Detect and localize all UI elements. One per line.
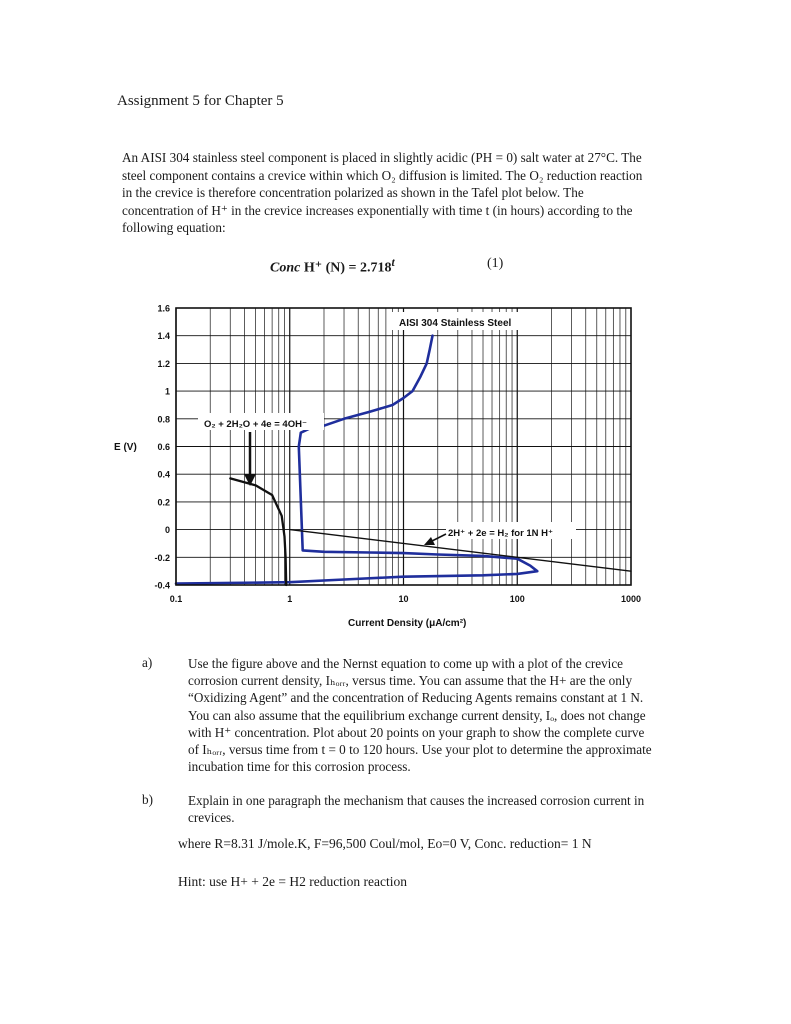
steel-curve-label: AISI 304 Stainless Steel <box>399 318 512 329</box>
equation-lhs: Conc <box>270 260 301 276</box>
intro-text: An AISI 304 stainless steel component is placed in slightly acidic (PH = 0) salt water at 27°C. The steel component contains a crevice within which O₂ diffusion is limited. The O₂ reduction reaction in the crevice is therefore concentration polarized as shown in the Tafel plot below. The concentration of H⁺ in the crevice increases exponentially with time t (in hours) according to the following equation: <box>122 150 643 235</box>
question-b-letter: b) <box>142 792 153 807</box>
h2-reaction-label: 2H⁺ + 2e = H₂ for 1N H⁺ <box>448 528 554 539</box>
x-tick-label: 1000 <box>620 594 642 604</box>
y-tick-label: 0.2 <box>157 497 170 508</box>
x-tick-label: 0.1 <box>169 594 183 604</box>
y-tick-label: 1.4 <box>157 331 170 342</box>
y-tick-label: 1.6 <box>157 303 170 314</box>
y-tick-label: 1 <box>164 386 170 397</box>
tafel-plot <box>108 296 648 636</box>
y-tick-label: -0.2 <box>154 552 170 563</box>
question-b-text: Explain in one paragraph the mechanism that causes the increased corrosion current in crevices. <box>188 793 645 826</box>
x-axis-label: Current Density (μA/cm²) <box>348 618 467 629</box>
constants-line: where R=8.31 J/mole.K, F=96,500 Coul/mol, Eo=0 V, Conc. reduction= 1 N <box>178 836 592 851</box>
x-tick-labels <box>170 594 641 604</box>
y-axis-label: E (V) <box>114 442 137 453</box>
y-tick-label: 0.4 <box>157 469 170 480</box>
hint-line: Hint: use H+ + 2e = H2 reduction reaction <box>178 874 408 889</box>
x-tick-label: 100 <box>509 594 525 604</box>
x-tick-label: 1 <box>287 594 293 604</box>
y-tick-label: 0.8 <box>157 414 170 425</box>
y-tick-labels <box>154 304 170 591</box>
x-tick-label: 10 <box>398 594 409 604</box>
y-tick-label: -0.4 <box>154 580 170 591</box>
series-line-2 <box>230 478 286 585</box>
o2-reaction-label: O₂ + 2H₂O + 4e = 4OH⁻ <box>204 419 307 430</box>
equation-rhs: H⁺ (N) = 2.718 <box>300 260 392 276</box>
question-a-letter: a) <box>142 655 153 670</box>
question-a-text: Use the figure above and the Nernst equation to come up with a plot of the crevice corrosion current density, Iₕₒᵣᵣ, versus time. You can assume that the H+ are the only “Oxidizing Agent” and the concentration of Reducing Agents remains constant at 1 N. You can also assume that the equilibrium exchange current density, Iₒ, does not change with H⁺ concentration. Plot about 20 points on your graph to show the complete curve of Iₕₒᵣᵣ, versus time from t = 0 to 120 hours. Use your plot to determine the approximate incubation time for this corrosion process. <box>188 656 652 775</box>
equation-exponent: t <box>391 256 395 269</box>
equation <box>270 256 395 277</box>
y-tick-label: 1.2 <box>157 358 170 369</box>
document-title: Assignment 5 for Chapter 5 <box>117 93 284 109</box>
equation-number: (1) <box>487 256 504 271</box>
y-tick-label: 0 <box>164 525 170 536</box>
y-tick-label: 0.6 <box>157 442 170 452</box>
intro-paragraph <box>122 149 644 237</box>
